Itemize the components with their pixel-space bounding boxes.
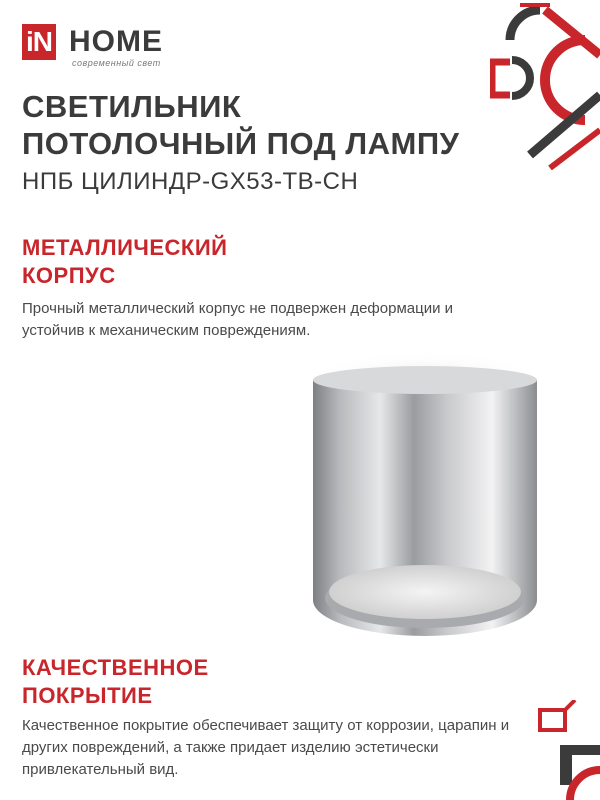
section-2-title-line-1: КАЧЕСТВЕННОЕ	[22, 655, 209, 680]
page-title	[22, 88, 522, 162]
section-metal-body-text: Прочный металлический корпус не подвержен деформации и устойчив к механическим повреждениям.	[22, 300, 453, 339]
section-coating-text: Качественное покрытие обеспечивает защиту от коррозии, царапин и других повреждений, а также придает изделию эстетически привлекательный вид.	[22, 717, 510, 778]
brand-logo	[22, 24, 192, 70]
section-2-title-line-2: ПОКРЫТИЕ	[22, 683, 153, 708]
title-line-1: СВЕТИЛЬНИК	[22, 89, 242, 124]
section-1-title-line-2: КОРПУС	[22, 263, 116, 288]
product-image-icon	[295, 330, 555, 650]
decorative-shapes-bottom-icon	[520, 700, 600, 800]
section-coating-title	[22, 654, 209, 710]
logo-in-badge: iN	[22, 24, 56, 60]
model-name: НПБ ЦИЛИНДР-GX53-ТВ-СН	[22, 168, 359, 195]
section-1-title-line-1: МЕТАЛЛИЧЕСКИЙ	[22, 235, 228, 260]
logo-tagline: современный свет	[72, 58, 161, 68]
logo-home-text: HOME	[69, 25, 163, 58]
section-metal-body-title	[22, 234, 227, 290]
title-line-2: ПОТОЛОЧНЫЙ ПОД ЛАМПУ	[22, 126, 460, 161]
